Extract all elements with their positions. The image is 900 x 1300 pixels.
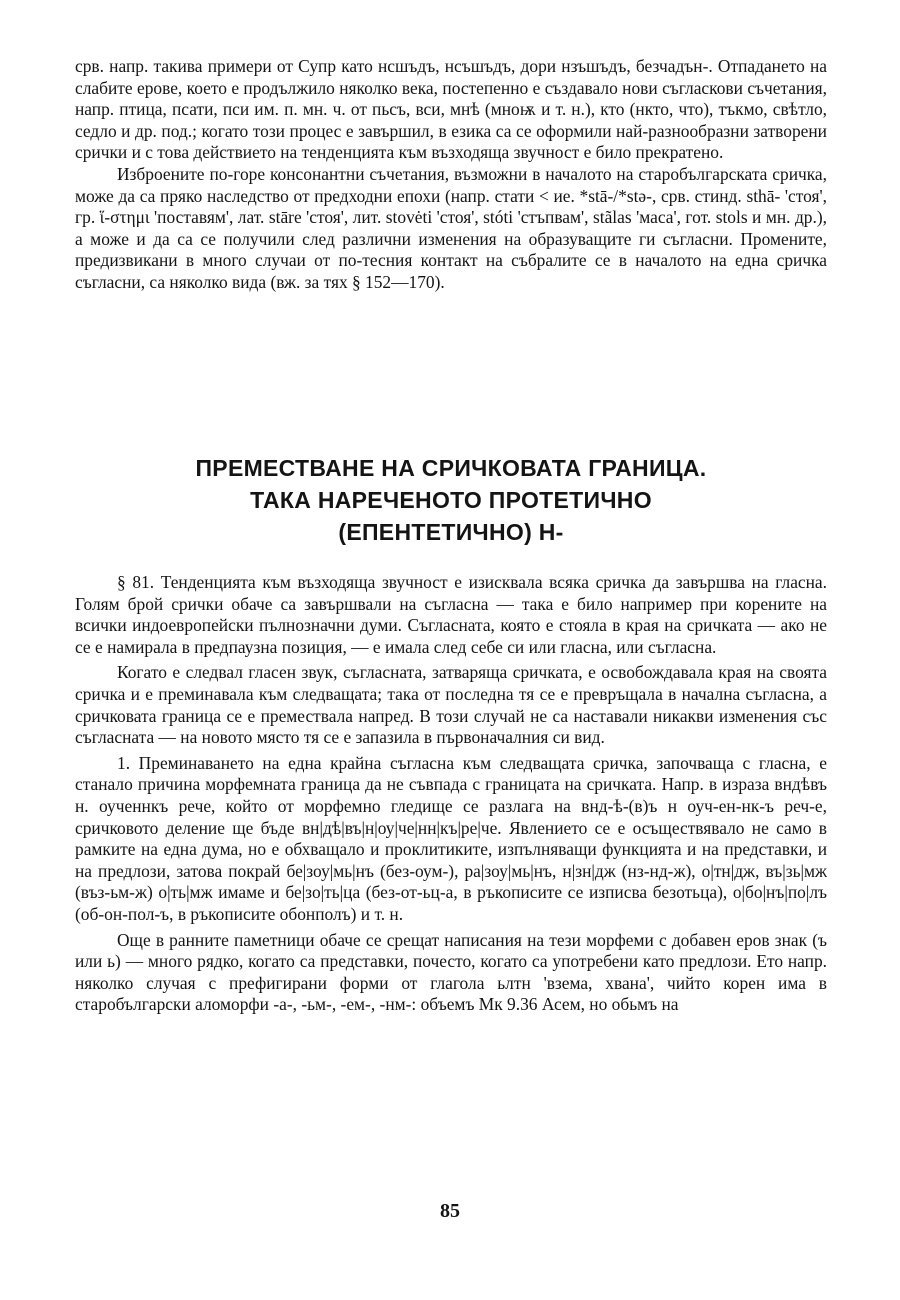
page-number: 85 — [440, 1200, 460, 1222]
heading-line-3: (ЕПЕНТЕТИЧНО) Н- — [338, 519, 564, 545]
heading-line-1: ПРЕМЕСТВАНЕ НА СРИЧКОВАТА ГРАНИЦА. — [195, 455, 707, 481]
paragraph-morpheme-boundary: 1. Преминаването на една крайна съгласна към следващата сричка, започваща с гласна, е станало причина морфемната граница да не съвпада с границата на сричката. Напр. в израза вндѣвъ н. оученнкъ рече, който от морфемно гледище се разлага на внд-ѣ-(в)ъ н оуч-ен-нк-ъ реч-е, сричковото деление ще бъде вн|дѣ|въ|н|оу|че|нн|къ|ре|че. Явлението се е осъществявало не само в рамките на една дума, но е обхващало и проклитиките, изпълняващи функцията и на представки, и на предлози, затова покрай бе|зоу|мь|нъ (без-оум-), ра|зоу|мь|нъ, н|зн|дж (нз-нд-ж), о|тн|дж, въ|зь|мж (въз-ьм-ж) о|ть|мж имаме и бе|зо|ть|ца (без-от-ьц-а, в ръкописите се изписва безотьца), о|бо|нъ|по|лъ (об-он-пол-ъ, в ръкописите обонполъ) и т. н. — [75, 752, 827, 924]
intro-text-block — [75, 56, 827, 294]
paragraph-consonant-clusters: Изброените по-горе консонантни съчетания, възможни в началото на старобългарската сричка, може да са пряко наследство от предходни епохи (напр. стати < ие. *stā-/*stə-, срв. стинд. sthā- 'стоя', гр. ἵ-στημι 'поставям', лат. stāre 'стоя', лит. stovėti 'стоя', stóti 'стъпвам', stãlas 'маса', гот. stols и мн. др.), а може и да са се получили след различни изменения на образуващите ги съгласни. Промените, предизвикани в много случаи от по-тесния контакт на събралите се в началото на една сричка съгласни, са няколко вида (вж. за тях § 152—170). — [75, 163, 827, 292]
heading-line-2: ТАКА НАРЕЧЕНОТО ПРОТЕТИЧНО — [250, 487, 652, 513]
paragraph-section-81: § 81. Тенденцията към възходяща звучност е изисквала всяка сричка да завършва на гласна. Голям брой срички обаче са завършвали на съгласна — така е било например при корените на всички индоевропейски пълнозначни думи. Съгласната, която е стояла в края на сричката — ако не се е намирала в предпаузна позиция, — е имала след себе си или гласна, или съгласна. — [75, 572, 827, 657]
section-heading — [75, 452, 827, 548]
section-81-text — [75, 572, 827, 1016]
paragraph-yer-sign: Още в ранните паметници обаче се срещат написания на тези морфеми с добавен еров знак (ъ или ь) — много рядко, когато са представки, почесто, когато са употребени като предлози. Ето напр. няколко случая с префигирани форми от глагола ьлтн 'взема, хвана', чийто корен има в старобългарски аломорфи -а-, -ьм-, -ем-, -нм-: объемъ Мк 9.36 Асем, но обьмъ на — [75, 929, 827, 1015]
paragraph-syllable-boundary: Когато е следвал гласен звук, съгласната, затваряща сричката, е освобождавала края на своята сричка и е преминавала към следващата; така от последна тя се е превръщала в начална съгласна, а сричковата граница се е премествала напред. В този случай не са наставали никакви изменения със съгласната — на новото място тя се е запазила в първоначалния си вид. — [75, 662, 827, 748]
paragraph-continued: срв. напр. такива примери от Супр като нсшъдъ, нсъшъдъ, дори нзъшъдъ, безчадън-. Отпадането на слабите ерове, което е продължило няколко века, постепенно е създавало нови съгласкови съчетания, напр. птица, псати, пси им. п. мн. ч. от пьсъ, вси, мнѣ (мноѭ и т. н.), кто (нкто, что), тъкмо, свѣтло, седло и др. под.; когато този процес е завършил, в езика са се оформили най-разнообразни затворени срички и с това действието на тенденцията към възходяща звучност е било прекратено. — [75, 56, 827, 163]
